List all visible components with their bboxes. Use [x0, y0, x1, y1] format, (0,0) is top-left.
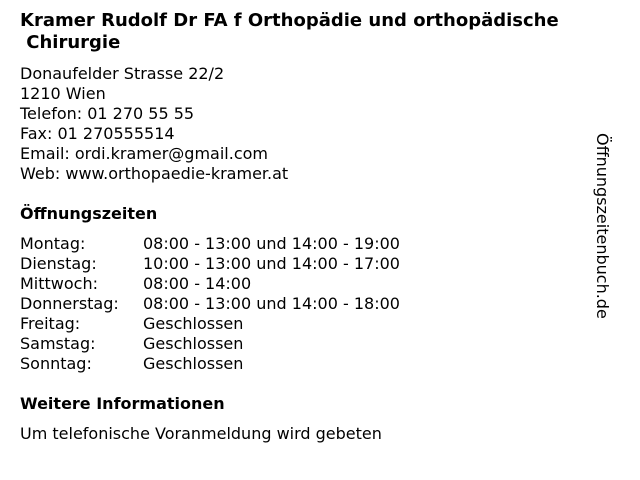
business-title	[20, 10, 620, 54]
contact-details	[20, 64, 288, 184]
hours-row-thursday	[20, 294, 400, 314]
day-label-sunday: Sonntag:	[20, 354, 92, 373]
time-monday: 08:00 - 13:00 und 14:00 - 19:00	[143, 234, 400, 253]
business-title-line-1: Kramer Rudolf Dr FA f Orthopädie und orthopädische	[20, 10, 559, 31]
day-label-wednesday: Mittwoch:	[20, 274, 98, 293]
hours-row-monday	[20, 234, 400, 254]
hours-row-friday	[20, 314, 400, 334]
time-saturday: Geschlossen	[143, 334, 244, 353]
hours-row-wednesday	[20, 274, 400, 294]
hours-row-tuesday	[20, 254, 400, 274]
time-wednesday: 08:00 - 14:00	[143, 274, 252, 293]
fax-number: Fax: 01 270555514	[20, 124, 175, 143]
email-address: Email: ordi.kramer@gmail.com	[20, 144, 268, 163]
opening-hours-table	[20, 234, 400, 374]
day-label-tuesday: Dienstag:	[20, 254, 97, 273]
street-address: Donaufelder Strasse 22/2	[20, 64, 225, 83]
time-thursday: 08:00 - 13:00 und 14:00 - 18:00	[143, 294, 400, 313]
time-tuesday: 10:00 - 13:00 und 14:00 - 17:00	[143, 254, 400, 273]
more-info-text: Um telefonische Voranmeldung wird gebeten	[20, 424, 382, 443]
phone-number: Telefon: 01 270 55 55	[20, 104, 195, 123]
opening-hours-heading: Öffnungszeiten	[20, 204, 158, 223]
hours-row-saturday	[20, 334, 400, 354]
day-label-monday: Montag:	[20, 234, 86, 253]
brand-watermark: Öffnungszeitenbuch.de	[593, 133, 612, 319]
website-address: Web: www.orthopaedie-kramer.at	[20, 164, 289, 183]
city-postal-code: 1210 Wien	[20, 84, 106, 103]
more-info-heading: Weitere Informationen	[20, 394, 225, 413]
day-label-saturday: Samstag:	[20, 334, 96, 353]
day-label-friday: Freitag:	[20, 314, 81, 333]
time-sunday: Geschlossen	[143, 354, 244, 373]
day-label-thursday: Donnerstag:	[20, 294, 119, 313]
time-friday: Geschlossen	[143, 314, 244, 333]
business-title-line-2: Chirurgie	[20, 32, 121, 53]
hours-row-sunday	[20, 354, 400, 374]
